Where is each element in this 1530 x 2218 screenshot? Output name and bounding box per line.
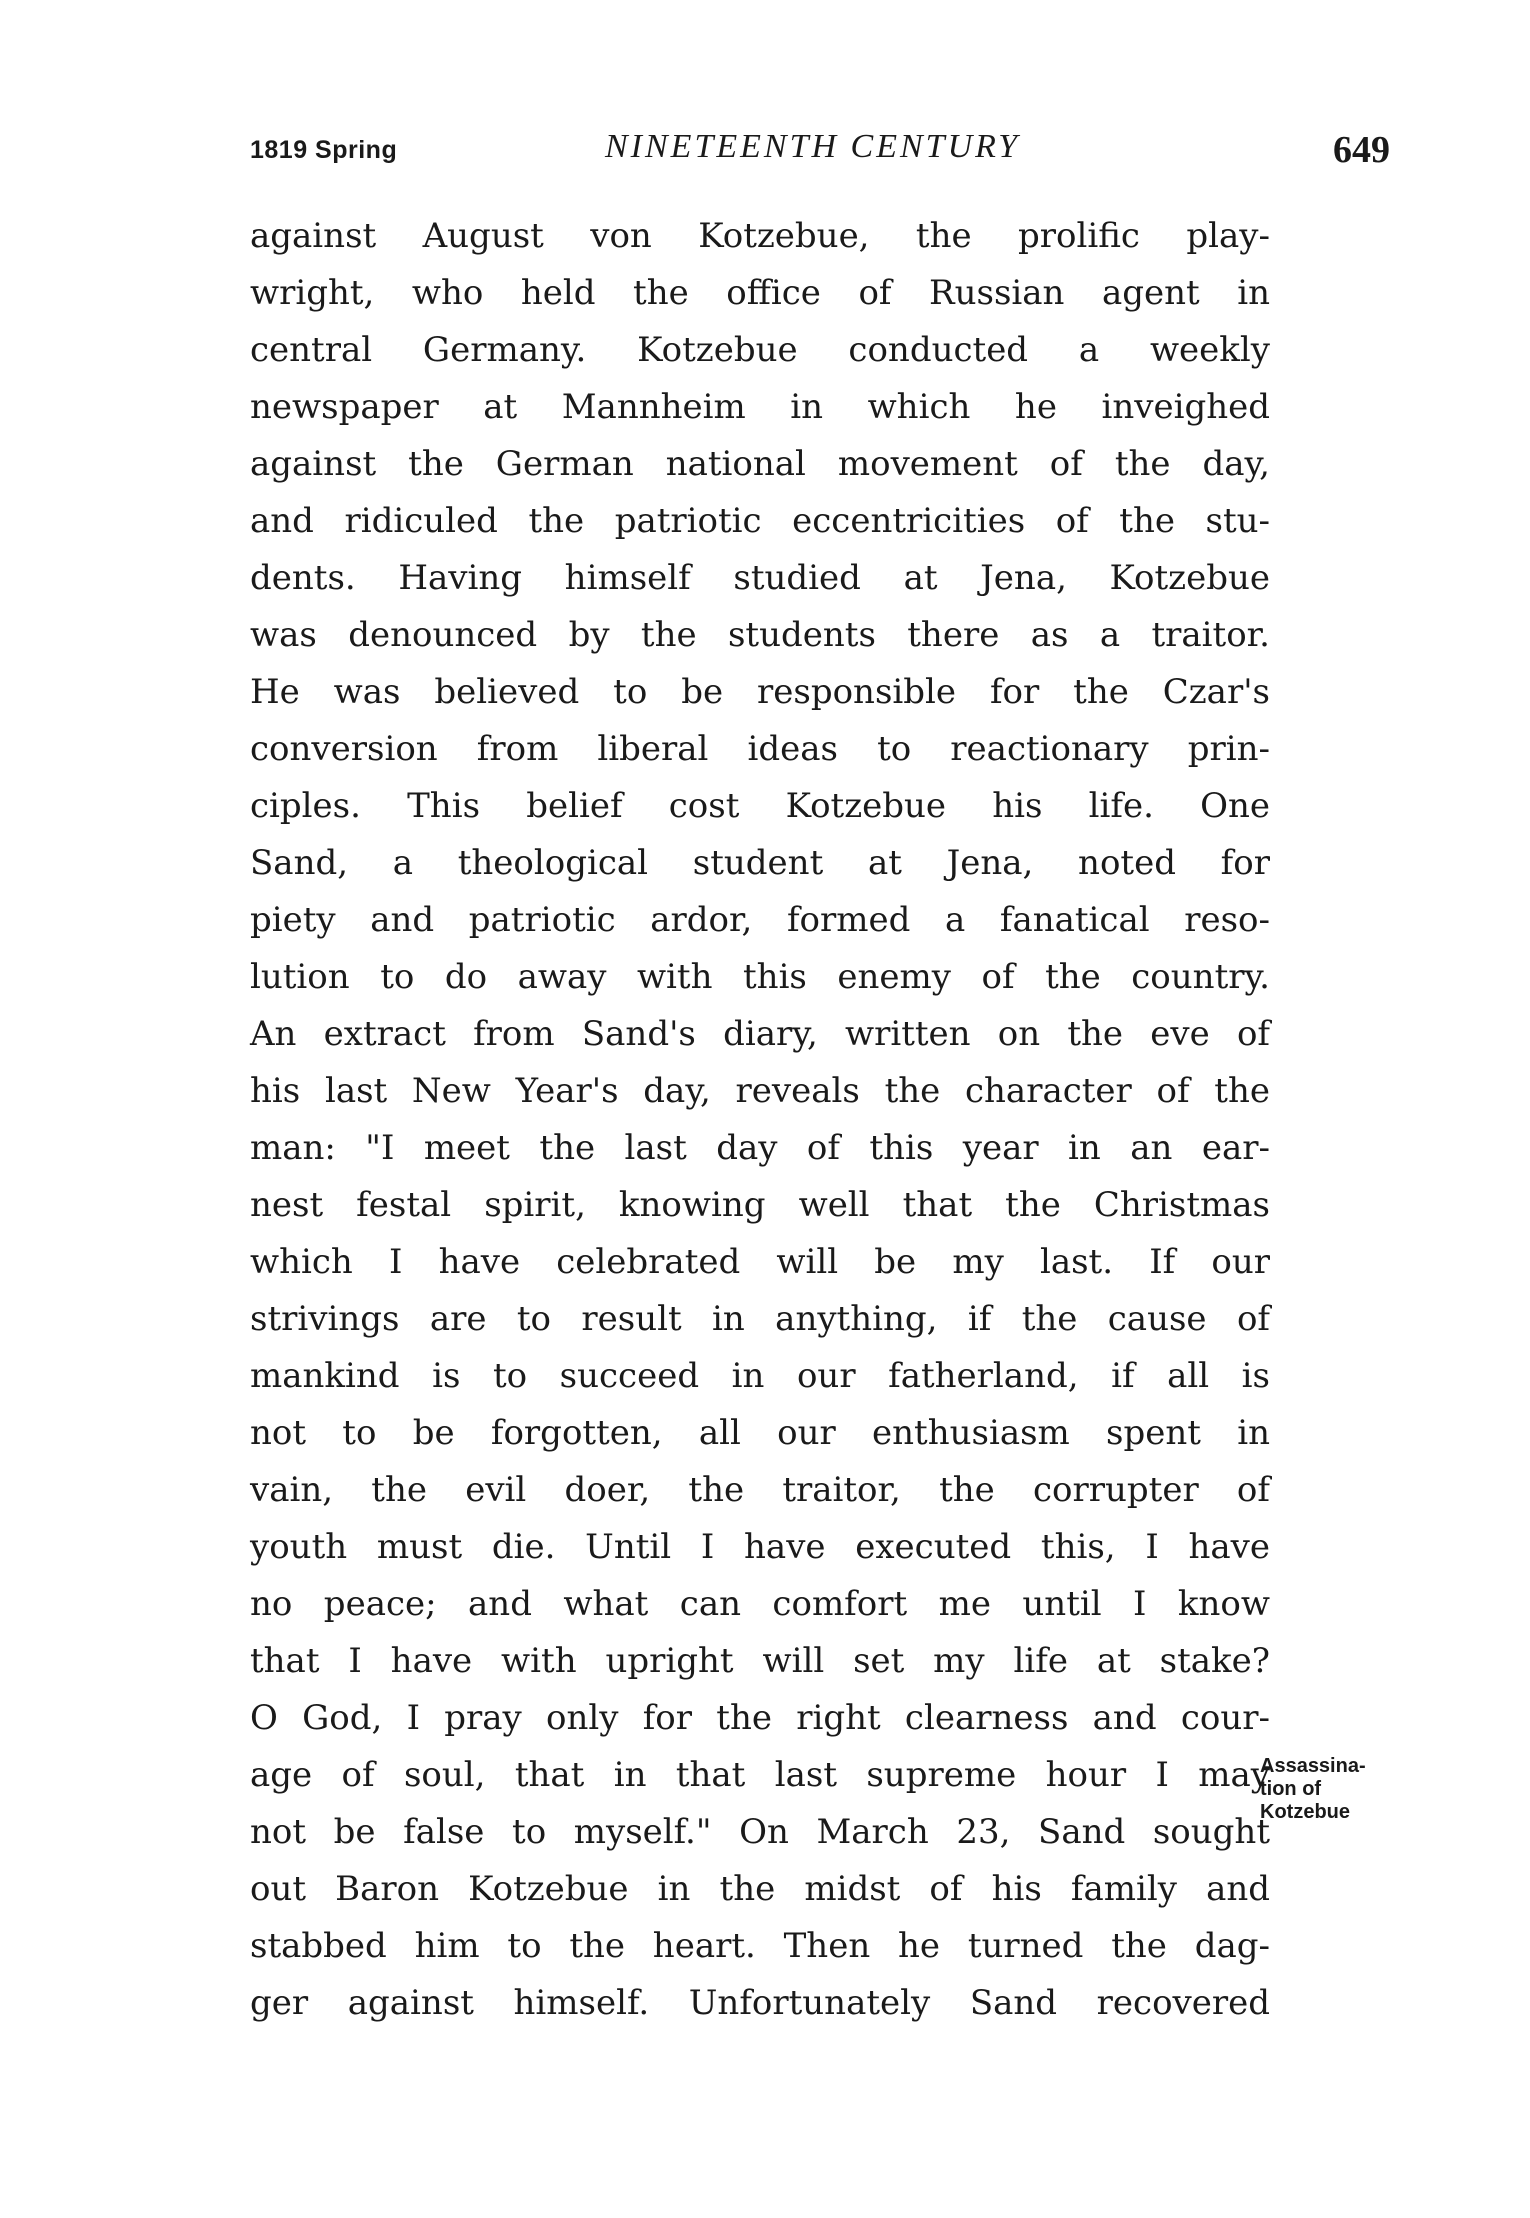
text-line: was denounced by the students there as a traitor. bbox=[250, 615, 1270, 655]
text-line: not to be forgotten, all our enthusiasm spent in bbox=[250, 1413, 1270, 1453]
text-line: strivings are to result in anything, if the cause of bbox=[250, 1299, 1270, 1339]
body-text bbox=[250, 208, 1270, 2032]
text-line: his last New Year's day, reveals the character of the bbox=[250, 1071, 1270, 1111]
margin-note-line: Kotzebue bbox=[1260, 1801, 1350, 1823]
header-title: NINETEENTH CENTURY bbox=[605, 128, 1021, 165]
text-line: dents. Having himself studied at Jena, Kotzebue bbox=[250, 558, 1270, 598]
text-line: vain, the evil doer, the traitor, the corrupter of bbox=[250, 1470, 1270, 1510]
running-header bbox=[250, 128, 1390, 178]
page-number: 649 bbox=[1333, 129, 1390, 171]
header-date: 1819 Spring bbox=[250, 136, 398, 164]
text-line: He was believed to be responsible for the Czar's bbox=[250, 672, 1270, 712]
text-line: newspaper at Mannheim in which he inveighed bbox=[250, 387, 1270, 427]
text-line: not be false to myself." On March 23, Sand sought bbox=[250, 1812, 1270, 1852]
text-line: lution to do away with this enemy of the country. bbox=[250, 957, 1270, 997]
text-line: against the German national movement of the day, bbox=[250, 444, 1270, 484]
text-line: nest festal spirit, knowing well that the Christmas bbox=[250, 1185, 1270, 1225]
text-line: which I have celebrated will be my last. If our bbox=[250, 1242, 1270, 1282]
margin-note-line: Assassina- bbox=[1260, 1755, 1366, 1777]
text-line: wright, who held the office of Russian agent in bbox=[250, 273, 1270, 313]
text-line: no peace; and what can comfort me until I know bbox=[250, 1584, 1270, 1624]
text-line: ciples. This belief cost Kotzebue his life. One bbox=[250, 786, 1270, 826]
text-line: and ridiculed the patriotic eccentricities of the stu- bbox=[250, 501, 1270, 541]
text-line: against August von Kotzebue, the prolific play- bbox=[250, 216, 1270, 256]
text-line: central Germany. Kotzebue conducted a weekly bbox=[250, 330, 1270, 370]
margin-note-line: tion of bbox=[1260, 1778, 1322, 1800]
text-line: youth must die. Until I have executed this, I have bbox=[250, 1527, 1270, 1567]
text-line: stabbed him to the heart. Then he turned the dag- bbox=[250, 1926, 1270, 1966]
text-line: man: "I meet the last day of this year in an ear- bbox=[250, 1128, 1270, 1168]
text-line: mankind is to succeed in our fatherland, if all is bbox=[250, 1356, 1270, 1396]
text-line: out Baron Kotzebue in the midst of his family and bbox=[250, 1869, 1270, 1909]
text-line: conversion from liberal ideas to reactionary prin- bbox=[250, 729, 1270, 769]
text-line: piety and patriotic ardor, formed a fanatical reso- bbox=[250, 900, 1270, 940]
margin-note bbox=[1260, 1755, 1420, 1824]
text-line: that I have with upright will set my life at stake? bbox=[250, 1641, 1270, 1681]
text-line: age of soul, that in that last supreme hour I may bbox=[250, 1755, 1270, 1795]
text-line: ger against himself. Unfortunately Sand recovered bbox=[250, 1983, 1270, 2023]
text-line: Sand, a theological student at Jena, noted for bbox=[250, 843, 1270, 883]
text-line: O God, I pray only for the right clearness and cour- bbox=[250, 1698, 1270, 1738]
text-line: An extract from Sand's diary, written on the eve of bbox=[250, 1014, 1270, 1054]
